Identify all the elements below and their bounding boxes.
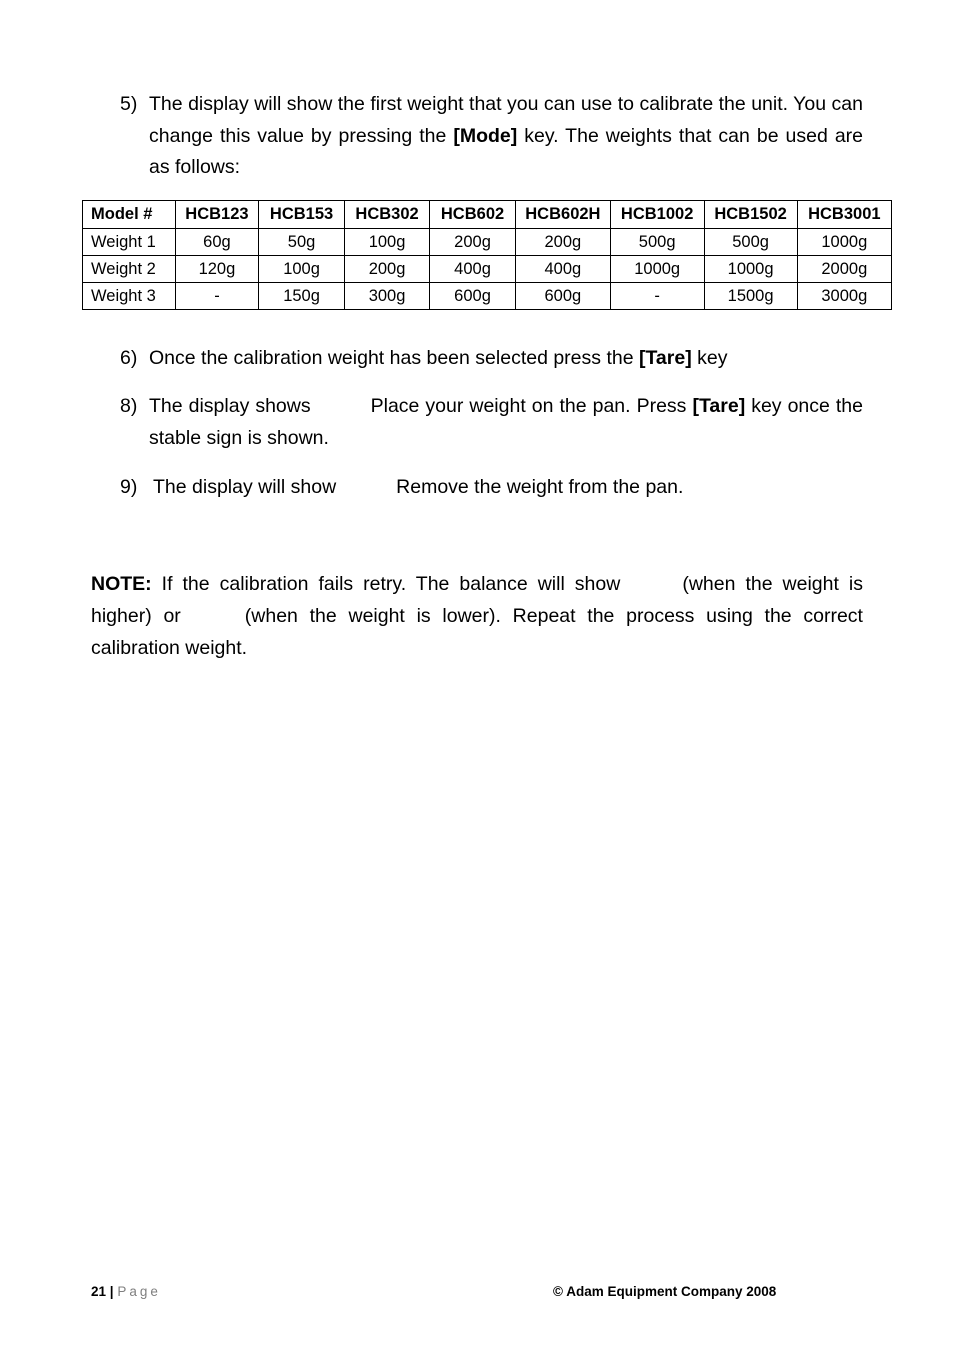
table-cell: 150g [259, 283, 345, 310]
step-text: The display will show the first weight that you can use to calibrate the unit. You can change this value by pressing the [Mode] key. The weights that can be used are as follows: [149, 93, 863, 178]
table-cell: 400g [515, 256, 610, 283]
table-cell: 200g [430, 229, 516, 256]
table-header-cell: HCB1002 [610, 201, 704, 229]
table-row [83, 283, 892, 310]
step-number: 9) [120, 476, 138, 498]
table-cell: 200g [344, 256, 429, 283]
table-cell: 60g [175, 229, 258, 256]
table-cell: - [610, 283, 704, 310]
step-number: 8) [120, 395, 138, 417]
step-text: Once the calibration weight has been selected press the [Tare] key [149, 347, 728, 369]
note-label: NOTE: [91, 573, 152, 595]
table-cell: 2000g [797, 256, 891, 283]
footer-copyright: © Adam Equipment Company 2008 [553, 1284, 777, 1299]
tare-key: [Tare] [638, 347, 692, 369]
row-label-cell: Weight 2 [83, 256, 176, 283]
table-cell: 1500g [704, 283, 797, 310]
table-cell: - [175, 283, 258, 310]
table-cell: 300g [344, 283, 429, 310]
table-cell: 400g [430, 256, 516, 283]
table-cell: 600g [515, 283, 610, 310]
step-5 [120, 89, 863, 184]
table-header-cell: HCB3001 [797, 201, 891, 229]
note-paragraph: NOTE: If the calibration fails retry. The balance will show (when the weight is higher) or (when the weight is lower). Repeat the process using the correct calibration weight. [91, 573, 863, 659]
table-row [83, 256, 892, 283]
table-cell: 50g [259, 229, 345, 256]
table-cell: 1000g [704, 256, 797, 283]
table-cell: 100g [259, 256, 345, 283]
table-header-cell: HCB123 [175, 201, 258, 229]
table-cell: 100g [344, 229, 429, 256]
table-cell: 500g [704, 229, 797, 256]
step-6 [120, 343, 863, 375]
table-header-cell: HCB302 [344, 201, 429, 229]
table-cell: 1000g [610, 256, 704, 283]
step-number: 6) [120, 347, 138, 369]
table-header-cell: HCB1502 [704, 201, 797, 229]
table-cell: 600g [430, 283, 516, 310]
step-text: The display will show Remove the weight from the pan. [153, 476, 684, 498]
table-cell: 500g [610, 229, 704, 256]
page-label: Page [117, 1284, 161, 1299]
footer-separator: | [109, 1284, 114, 1299]
step-number: 5) [120, 93, 138, 115]
table-row [83, 229, 892, 256]
calibration-weights-table [82, 200, 892, 310]
step-8 [120, 391, 863, 454]
step-text: The display shows Place your weight on the pan. Press [Tare] key once the stable sign is shown. [149, 395, 863, 449]
table-cell: 200g [515, 229, 610, 256]
table-cell: 3000g [797, 283, 891, 310]
page-number: 21 [91, 1284, 107, 1299]
step-9 [120, 472, 863, 504]
table-header-cell: HCB602H [515, 201, 610, 229]
table-header-row [83, 201, 892, 229]
table-cell: 1000g [797, 229, 891, 256]
row-label-cell: Weight 3 [83, 283, 176, 310]
table-cell: 120g [175, 256, 258, 283]
tare-key: [Tare] [692, 395, 746, 417]
page-footer-number [91, 1284, 161, 1299]
mode-key: [Mode] [453, 124, 518, 147]
table-header-cell: Model # [83, 201, 176, 229]
table-header-cell: HCB602 [430, 201, 516, 229]
table-header-cell: HCB153 [259, 201, 345, 229]
row-label-cell: Weight 1 [83, 229, 176, 256]
